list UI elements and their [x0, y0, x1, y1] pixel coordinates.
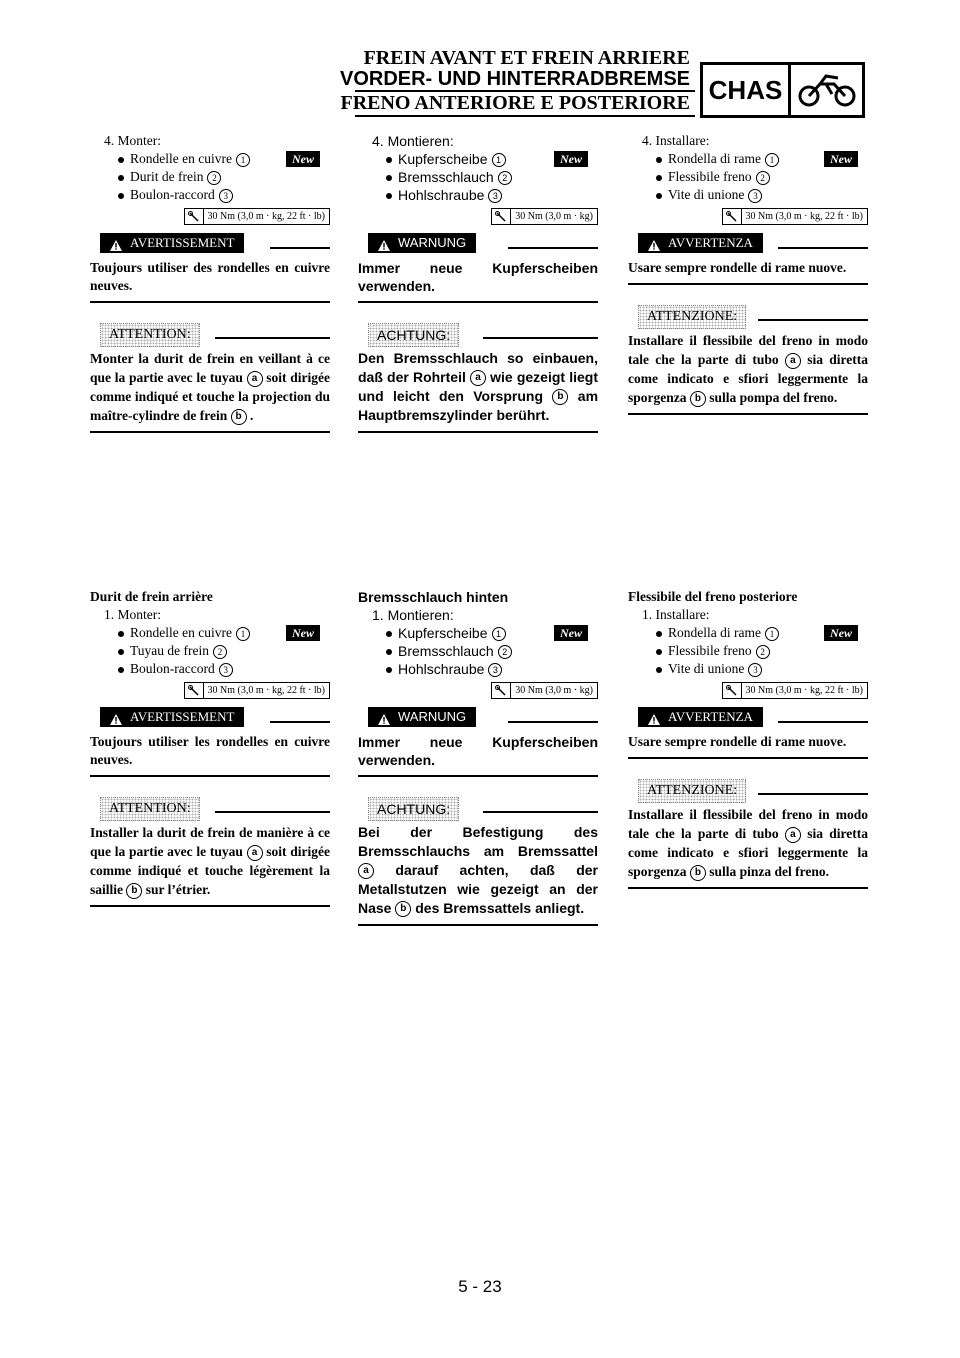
attention-label: ACHTUNG: — [368, 797, 459, 821]
list-item: Flessibile freno 2 — [628, 642, 868, 660]
warning-header — [628, 707, 868, 729]
section-badge-label: CHAS — [703, 65, 791, 115]
top-it-column — [628, 132, 868, 415]
divider — [628, 757, 868, 759]
new-part-badge: New — [554, 151, 588, 167]
warning-header — [358, 233, 598, 255]
warning-text: Toujours utiliser des rondelles en cuivre neuves. — [90, 260, 330, 293]
bullet-icon — [656, 631, 662, 637]
torque-spec — [628, 682, 868, 699]
step-heading: 4. Monter: — [104, 133, 161, 148]
attention-header — [90, 323, 330, 345]
divider — [90, 775, 330, 777]
torque-value: 30 Nm (3,0 m · kg, 22 ft · lb) — [745, 685, 863, 696]
callout-b-icon: b — [126, 883, 142, 899]
bottom-de-column — [358, 588, 598, 926]
bottom-fr-column — [90, 588, 330, 907]
step-heading: 1. Montieren: — [372, 607, 454, 623]
list-item: Rondelle en cuivre 1 New — [90, 624, 330, 642]
callout-2-icon: 2 — [213, 645, 227, 659]
callout-a-icon: a — [785, 353, 801, 369]
callout-b-icon: b — [552, 389, 568, 405]
callout-2-icon: 2 — [756, 645, 770, 659]
bullet-icon — [656, 667, 662, 673]
list-item: Tuyau de frein 2 — [90, 642, 330, 660]
divider — [270, 247, 330, 249]
callout-3-icon: 3 — [748, 189, 762, 203]
divider — [758, 793, 868, 795]
list-item: Durit de frein 2 — [90, 168, 330, 186]
warning-label: AVERTISSEMENT — [100, 233, 244, 253]
warning-triangle-icon — [648, 237, 660, 257]
attention-text: Installer la durit de frein de manière à ce que la partie avec le tuyau a soit dirigée comme indiqué et touche légèrement la saillie b sur l’étrier. — [90, 825, 330, 897]
attention-label: ACHTUNG: — [368, 323, 459, 347]
torque-value: 30 Nm (3,0 m · kg, 22 ft · lb) — [745, 211, 863, 222]
bullet-icon — [386, 193, 392, 199]
callout-1-icon: 1 — [492, 627, 506, 641]
callout-a-icon: a — [247, 845, 263, 861]
section-badge — [700, 62, 865, 118]
list-item: Flessibile freno 2 — [628, 168, 868, 186]
bullet-icon — [386, 631, 392, 637]
callout-a-icon: a — [785, 827, 801, 843]
callout-1-icon: 1 — [765, 627, 779, 641]
divider — [628, 887, 868, 889]
warning-triangle-icon — [648, 711, 660, 731]
header-title-it: FRENO ANTERIORE E POSTERIORE — [340, 92, 690, 114]
section-title: Durit de frein arrière — [90, 589, 213, 604]
torque-value: 30 Nm (3,0 m · kg) — [515, 211, 593, 222]
bullet-icon — [656, 175, 662, 181]
torque-spec — [358, 208, 598, 225]
warning-header — [90, 707, 330, 729]
attention-label: ATTENTION: — [100, 797, 200, 821]
step-heading: 1. Installare: — [642, 607, 710, 622]
list-item: Bremsschlauch 2 — [358, 168, 598, 186]
bullet-icon — [656, 649, 662, 655]
top-de-column — [358, 132, 598, 433]
torque-spec — [358, 682, 598, 699]
callout-a-icon: a — [247, 371, 263, 387]
list-item: Vite di unione 3 — [628, 186, 868, 204]
warning-text: Usare sempre rondelle di rame nuove. — [628, 734, 847, 749]
warning-text: Immer neue Kupferscheiben verwenden. — [358, 260, 598, 294]
divider — [628, 413, 868, 415]
callout-1-icon: 1 — [236, 153, 250, 167]
warning-text: Toujours utiliser les rondelles en cuivre neuves. — [90, 734, 330, 767]
callout-a-icon: a — [470, 370, 486, 386]
list-item: Rondelle en cuivre 1 New — [90, 150, 330, 168]
callout-b-icon: b — [690, 391, 706, 407]
section-title: Flessibile del freno posteriore — [628, 589, 798, 604]
warning-label: WARNUNG — [368, 707, 476, 727]
divider — [90, 301, 330, 303]
callout-1-icon: 1 — [236, 627, 250, 641]
torque-wrench-icon — [185, 209, 204, 224]
divider — [508, 247, 598, 249]
attention-header — [358, 323, 598, 345]
step-heading: 4. Installare: — [642, 133, 710, 148]
torque-wrench-icon — [492, 683, 511, 698]
attention-label: ATTENZIONE: — [638, 305, 746, 329]
callout-1-icon: 1 — [492, 153, 506, 167]
torque-value: 30 Nm (3,0 m · kg, 22 ft · lb) — [207, 211, 325, 222]
list-item: Kupferscheibe 1 New — [358, 150, 598, 168]
warning-label: AVVERTENZA — [638, 707, 763, 727]
torque-wrench-icon — [723, 209, 742, 224]
callout-b-icon: b — [690, 865, 706, 881]
warning-header — [90, 233, 330, 255]
attention-text: Den Bremsschlauch so einbauen, daß der Rohrteil a wie gezeigt liegt und leicht den Vorsprung b am Hauptbremszylinder berührt. — [358, 350, 599, 423]
warning-text: Usare sempre rondelle di rame nuove. — [628, 260, 847, 275]
divider — [483, 337, 598, 339]
page-number: 5 - 23 — [458, 1277, 502, 1296]
divider — [358, 775, 598, 777]
list-item: Rondella di rame 1 New — [628, 624, 868, 642]
section-title: Bremsschlauch hinten — [358, 589, 509, 605]
warning-triangle-icon — [378, 237, 390, 257]
callout-3-icon: 3 — [219, 663, 233, 677]
step-heading: 4. Montieren: — [372, 133, 454, 149]
list-item: Boulon-raccord 3 — [90, 660, 330, 678]
callout-2-icon: 2 — [207, 171, 221, 185]
torque-value: 30 Nm (3,0 m · kg, 22 ft · lb) — [207, 685, 325, 696]
list-item: Hohlschraube 3 — [358, 186, 598, 204]
torque-spec — [628, 208, 868, 225]
bottom-it-column — [628, 588, 868, 889]
warning-label: AVERTISSEMENT — [100, 707, 244, 727]
warning-label: WARNUNG — [368, 233, 476, 253]
list-item: Hohlschraube 3 — [358, 660, 598, 678]
list-item: Boulon-raccord 3 — [90, 186, 330, 204]
bullet-icon — [118, 631, 124, 637]
list-item: Kupferscheibe 1 New — [358, 624, 598, 642]
warning-label: AVVERTENZA — [638, 233, 763, 253]
warning-text: Immer neue Kupferscheiben verwenden. — [358, 734, 598, 768]
divider — [358, 924, 598, 926]
callout-3-icon: 3 — [219, 189, 233, 203]
torque-value: 30 Nm (3,0 m · kg) — [515, 685, 593, 696]
new-part-badge: New — [286, 625, 320, 641]
attention-header — [358, 797, 598, 819]
bullet-icon — [118, 667, 124, 673]
callout-3-icon: 3 — [488, 189, 502, 203]
list-item: Rondella di rame 1 New — [628, 150, 868, 168]
new-part-badge: New — [554, 625, 588, 641]
divider — [778, 721, 868, 723]
attention-text: Monter la durit de frein en veillant à ce que la partie avec le tuyau a soit dirigée comme indiqué et touche la projection du maître-cylindre de frein b . — [90, 351, 330, 423]
attention-header — [90, 797, 330, 819]
callout-b-icon: b — [231, 409, 247, 425]
warning-triangle-icon — [378, 711, 390, 731]
divider — [778, 247, 868, 249]
warning-header — [358, 707, 598, 729]
divider — [90, 905, 330, 907]
list-item: Vite di unione 3 — [628, 660, 868, 678]
attention-label: ATTENTION: — [100, 323, 200, 347]
attention-text: Installare il flessibile del freno in modo tale che la parte di tubo a sia diretta come indicato e sfiori leggermente la sporgenza b sulla pinza del freno. — [628, 807, 868, 879]
warning-triangle-icon — [110, 711, 122, 731]
bullet-icon — [386, 649, 392, 655]
bullet-icon — [118, 649, 124, 655]
callout-2-icon: 2 — [498, 171, 512, 185]
bullet-icon — [656, 157, 662, 163]
torque-spec — [90, 208, 330, 225]
top-fr-column — [90, 132, 330, 433]
motorcycle-icon — [791, 65, 862, 115]
bullet-icon — [118, 157, 124, 163]
attention-header — [628, 779, 868, 801]
list-item: Bremsschlauch 2 — [358, 642, 598, 660]
warning-header — [628, 233, 868, 255]
torque-spec — [90, 682, 330, 699]
attention-text: Installare il flessibile del freno in modo tale che la parte di tubo a sia diretta come indicato e sfiori leggermente la sporgenza b sulla pompa del freno. — [628, 333, 868, 405]
attention-header — [628, 305, 868, 327]
divider — [758, 319, 868, 321]
bullet-icon — [386, 175, 392, 181]
callout-3-icon: 3 — [488, 663, 502, 677]
torque-wrench-icon — [185, 683, 204, 698]
callout-2-icon: 2 — [498, 645, 512, 659]
divider — [628, 283, 868, 285]
warning-triangle-icon — [110, 237, 122, 257]
callout-2-icon: 2 — [756, 171, 770, 185]
callout-a-icon: a — [358, 863, 374, 879]
bullet-icon — [386, 667, 392, 673]
torque-wrench-icon — [723, 683, 742, 698]
new-part-badge: New — [824, 151, 858, 167]
new-part-badge: New — [286, 151, 320, 167]
divider — [483, 811, 598, 813]
bullet-icon — [656, 193, 662, 199]
callout-3-icon: 3 — [748, 663, 762, 677]
torque-wrench-icon — [492, 209, 511, 224]
attention-text: Bei der Befestigung des Bremsschlauchs am Bremssattel a darauf achten, daß der Metallstutzen wie gezeigt an der Nase b des Bremssattels anliegt. — [358, 824, 598, 916]
divider — [358, 301, 598, 303]
new-part-badge: New — [824, 625, 858, 641]
step-heading: 1. Monter: — [104, 607, 161, 622]
divider — [508, 721, 598, 723]
header-title-de: VORDER- UND HINTERRADBREMSE — [339, 68, 690, 90]
bullet-icon — [118, 175, 124, 181]
divider — [90, 431, 330, 433]
header-divider — [355, 115, 695, 117]
callout-b-icon: b — [395, 901, 411, 917]
divider — [215, 811, 330, 813]
bullet-icon — [118, 193, 124, 199]
callout-1-icon: 1 — [765, 153, 779, 167]
bullet-icon — [386, 157, 392, 163]
divider — [270, 721, 330, 723]
header-title-fr: FREIN AVANT ET FREIN ARRIERE — [363, 47, 690, 69]
attention-label: ATTENZIONE: — [638, 779, 746, 803]
divider — [358, 431, 598, 433]
divider — [215, 337, 330, 339]
